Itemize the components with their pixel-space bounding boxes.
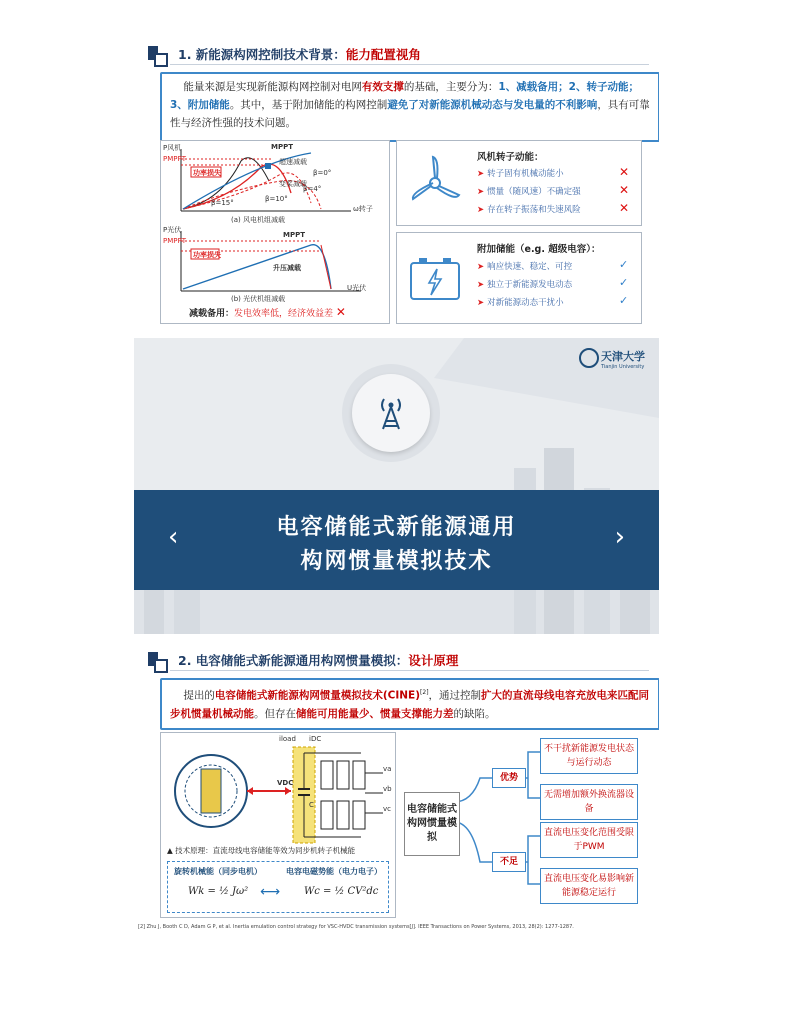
- storage-item: ➤ 独立于新能源发电动态: [477, 280, 573, 290]
- reserve-chart-panel: [160, 140, 390, 324]
- header-rule: [170, 670, 649, 671]
- cross-icon: ✕: [619, 165, 630, 179]
- pv-loss-label: 功率损失: [193, 251, 221, 259]
- title-slide: [134, 338, 659, 634]
- check-icon: ✓: [619, 294, 629, 307]
- title-line-2: 构网惯量模拟技术: [300, 549, 493, 574]
- disadvantage-item: 直流电压变化易影响新能源稳定运行: [540, 868, 638, 904]
- storage-panel: [396, 232, 642, 324]
- rotor-title: 风机转子动能：: [477, 152, 544, 163]
- advantage-node: 优势: [492, 768, 526, 788]
- title-line-1: 电容储能式新能源通用: [276, 515, 517, 540]
- double-arrow-icon: ⟷: [260, 884, 281, 900]
- header-rule: [170, 64, 649, 65]
- capacitor-energy-formula: Wc = ½ CV²dc: [304, 886, 379, 897]
- rotor-panel: [396, 140, 642, 226]
- university-name-en: Tianjin University: [601, 364, 645, 370]
- wind-overspeed-label: 超速减载: [279, 158, 307, 166]
- pv-caption: (b) 光伏机组减载: [231, 295, 286, 303]
- pv-x-label: U光伏: [347, 284, 367, 292]
- intro-box: 提出的电容储能式新能源构网惯量模拟技术(CINE)[2]，通过控制扩大的直流母线电容充放电来匹配同步机惯量机械动能。但存在储能可用能量少、惯量支撑能力差的缺陷。: [160, 678, 659, 730]
- icon-circle-inner: [352, 374, 430, 452]
- advantage-item: 不干扰新能源发电状态与运行动态: [540, 738, 638, 774]
- advantage-item: 无需增加额外换流器设备: [540, 784, 638, 820]
- reserve-note: 减载备用：发电效率低，经济效益差 ✕: [189, 305, 346, 319]
- university-seal-icon: [579, 348, 599, 368]
- cross-icon: ✕: [619, 183, 630, 197]
- mechanical-energy-label: 旋转机械能（同步电机）: [174, 867, 262, 876]
- wind-pitch-label: 变桨减载: [279, 180, 307, 188]
- vb-label: vb: [383, 785, 392, 793]
- wind-caption: (a) 风电机组减载: [231, 216, 285, 224]
- capacitor-energy-label: 电容电磁势能（电力电子）: [286, 867, 382, 876]
- wind-beta0-label: β=0°: [313, 169, 332, 177]
- circuit-panel: [160, 732, 396, 918]
- header-square-outline-icon: [154, 53, 168, 67]
- battery-icon: [407, 255, 467, 305]
- cross-icon: ✕: [335, 305, 346, 319]
- mechanical-energy-formula: Wk = ½ Jω²: [188, 886, 249, 897]
- vdc-label: VDC: [277, 779, 294, 787]
- wind-y-label: P风机: [163, 144, 182, 152]
- slide-background-context: [134, 36, 659, 332]
- intro-box: 能量来源是实现新能源构网控制对电网有效支撑的基础，主要分为：1、减载备用；2、转子动能；3、附加储能。其中，基于附加储能的构网控制避免了对新能源机械动态与发电量的不利影响，具有可靠性与经济性强的技术问题。: [160, 72, 659, 142]
- energy-formula-box: [167, 861, 389, 913]
- title-banner: [134, 490, 659, 590]
- section-title: 1. 新能源构网控制技术背景：能力配置视角: [178, 47, 421, 62]
- university-name: 天津大学: [601, 350, 645, 363]
- wind-loss-label: 功率损失: [193, 169, 221, 177]
- section-title: 2. 电容储能式新能源通用构网惯量模拟：设计原理: [178, 653, 459, 668]
- vc-label: vc: [383, 805, 391, 813]
- wind-y-mppt: PMPPT: [163, 155, 186, 163]
- check-icon: ✓: [619, 276, 629, 289]
- prev-arrow-icon[interactable]: ‹: [168, 522, 179, 552]
- storage-title: 附加储能（e.g. 超级电容）：: [477, 244, 601, 255]
- pv-y-label: P光伏: [163, 226, 182, 234]
- wind-turbine-icon: [405, 153, 465, 213]
- disadvantage-item: 直流电压变化范围受限于PWM: [540, 822, 638, 858]
- rotor-item: ➤ 存在转子振荡和失速风险: [477, 205, 581, 215]
- check-icon: ✓: [619, 258, 629, 271]
- iload-label: iload: [279, 735, 296, 743]
- section-header: [148, 650, 649, 672]
- signal-tower-icon: [371, 393, 411, 433]
- circuit-diagram-svg: [161, 733, 395, 853]
- storage-item: ➤ 响应快速、稳定、可控: [477, 262, 573, 272]
- wind-beta10-label: β=10°: [265, 195, 288, 203]
- pv-y-mppt: PMPPT: [163, 237, 186, 245]
- next-arrow-icon[interactable]: ›: [614, 522, 625, 552]
- section-header: [148, 44, 649, 66]
- disadvantage-node: 不足: [492, 852, 526, 872]
- storage-item: ➤ 对新能源动态干扰小: [477, 298, 564, 308]
- cross-icon: ✕: [619, 201, 630, 215]
- reference-footnote: [2] Zhu J, Booth C D, Adam G P, et al. Inertia emulation control strategy for VSC-HVDC transmission systems[J]. IEEE Transactions on Power Systems, 2013, 28(2): 1277-1287.: [138, 924, 574, 930]
- center-node: 电容储能式构网惯量模拟: [404, 792, 460, 856]
- pv-boost-label: 升压减载: [273, 264, 301, 272]
- slide-design-principle: [134, 642, 659, 938]
- capacitor-label: C: [309, 801, 314, 809]
- rotor-item: ➤ 转子固有机械动能小: [477, 169, 564, 179]
- header-square-outline-icon: [154, 659, 168, 673]
- wind-mppt-label: MPPT: [271, 143, 294, 151]
- principle-note: ▲ 技术原理：直流母线电容储能等效为同步机转子机械能: [167, 846, 356, 855]
- wind-x-label: ω转子: [353, 205, 373, 213]
- idc-label: iDC: [309, 735, 322, 743]
- rotor-item: ➤ 惯量（随风速）不确定强: [477, 187, 581, 197]
- va-label: va: [383, 765, 392, 773]
- wind-beta15-label: β=15°: [211, 199, 234, 207]
- pv-mppt-label: MPPT: [283, 231, 306, 239]
- university-logo: [601, 348, 645, 370]
- wind-beta4-label: β=4°: [303, 185, 322, 193]
